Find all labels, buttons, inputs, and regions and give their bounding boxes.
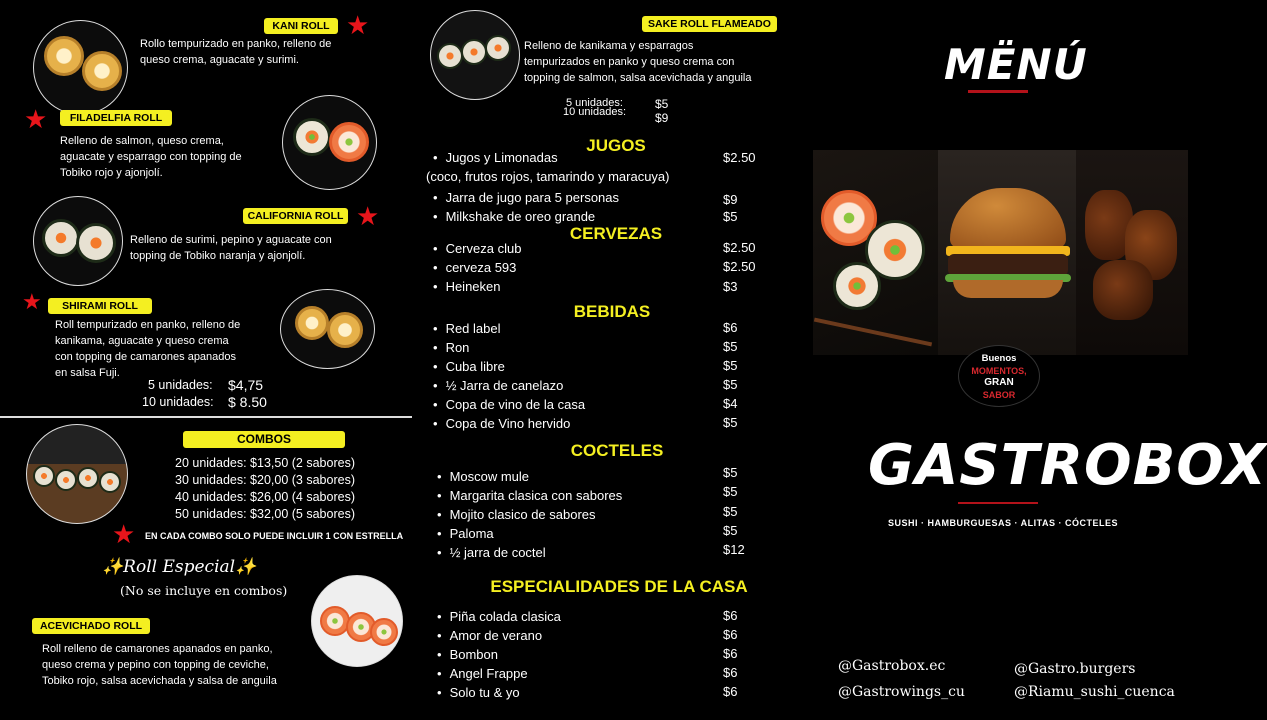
shirami-price-5-label: 5 unidades:	[148, 378, 213, 392]
menu-item-note: (coco, frutos rojos, tamarindo y maracuya)	[426, 169, 670, 184]
acevichado-roll-title: ACEVICHADO ROLL	[32, 618, 150, 634]
combo-line-50: 50 unidades: $32,00 (5 sabores)	[175, 507, 355, 521]
menu-item-price: $5	[723, 484, 738, 499]
brand-name: GASTROBOX	[868, 433, 1267, 498]
sake-desc-1: Relleno de kanikama y esparragos	[524, 40, 694, 52]
shirami-desc-2: kanikama, aguacate y queso crema	[55, 335, 229, 347]
badge-line-4: SABOR	[982, 390, 1016, 400]
filadelfia-desc-2: aguacate y esparrago con topping de	[60, 151, 242, 163]
food-photo	[813, 150, 1188, 355]
menu-item: • Solo tu & yo	[437, 683, 520, 702]
shirami-price-10-label: 10 unidades:	[142, 395, 214, 409]
combo-line-30: 30 unidades: $20,00 (3 sabores)	[175, 473, 355, 487]
menu-item: • Amor de verano	[437, 626, 542, 645]
sake-price-5: $5	[655, 97, 669, 111]
menu-item-price: $2.50	[723, 240, 756, 255]
menu-item: • ½ Jarra de canelazo	[433, 376, 563, 395]
california-desc-2: topping de Tobiko naranja y ajonjolí.	[130, 250, 306, 262]
acevichado-roll-photo	[311, 575, 403, 667]
shirami-roll-title: SHIRAMI ROLL	[48, 298, 152, 314]
roll-especial-title: ✨Roll Especial✨	[102, 557, 257, 577]
filadelfia-roll-photo	[282, 95, 377, 190]
acevichado-desc-1: Roll relleno de camarones apanados en panko,	[42, 643, 273, 655]
menu-item: • Cerveza club	[433, 239, 521, 258]
menu-item-price: $6	[723, 627, 738, 642]
menu-item: • Heineken	[433, 277, 501, 296]
filadelfia-desc-1: Relleno de salmon, queso crema,	[60, 135, 224, 147]
menu-item-price: $5	[723, 523, 738, 538]
acevichado-desc-3: Tobiko rojo, salsa acevichada y salsa de anguila	[42, 675, 277, 687]
tagline: SUSHI · HAMBURGUESAS · ALITAS · CÓCTELES	[888, 518, 1119, 528]
filadelfia-desc-3: Tobiko rojo y ajonjolí.	[60, 167, 163, 179]
menu-item-price: $5	[723, 339, 738, 354]
acevichado-desc-2: queso crema y pepino con topping de ceviche,	[42, 659, 269, 671]
badge-line-1: Buenos	[981, 353, 1017, 364]
sake-price-10-label: 10 unidades:	[563, 106, 626, 118]
section-divider	[0, 416, 412, 418]
shirami-desc-1: Roll tempurizado en panko, relleno de	[55, 319, 241, 331]
filadelfia-roll-title: FILADELFIA ROLL	[60, 110, 172, 126]
slogan-badge	[958, 345, 1040, 407]
menu-item-price: $4	[723, 396, 738, 411]
menu-item-price: $3	[723, 279, 738, 294]
kani-roll-desc-1: Rollo tempurizado en panko, relleno de	[140, 38, 332, 50]
badge-line-3: GRAN	[984, 377, 1014, 388]
california-desc-1: Relleno de surimi, pepino y aguacate con	[130, 234, 332, 246]
menu-item: • Copa de Vino hervido	[433, 414, 570, 433]
menu-item: • Jugos y Limonadas	[433, 148, 558, 167]
menu-item-price: $2.50	[723, 259, 756, 274]
star-icon: ★	[112, 519, 136, 549]
menu-title-underline	[968, 90, 1028, 93]
combo-line-40: 40 unidades: $26,00 (4 sabores)	[175, 490, 355, 504]
menu-item: • Bombon	[437, 645, 498, 664]
menu-item: • Jarra de jugo para 5 personas	[433, 188, 619, 207]
menu-item-price: $5	[723, 465, 738, 480]
california-roll-photo	[33, 196, 123, 286]
bebidas-title: BEBIDAS	[573, 302, 651, 321]
menu-item: • Mojito clasico de sabores	[437, 505, 596, 524]
combo-line-20: 20 unidades: $13,50 (2 sabores)	[175, 456, 355, 470]
shirami-roll-photo	[280, 289, 375, 369]
menu-item-price: $12	[723, 542, 745, 557]
shirami-desc-3: con topping de camarones apanados	[55, 351, 237, 363]
roll-especial-subtitle: (No se incluye en combos)	[120, 583, 288, 598]
combos-photo	[26, 424, 128, 524]
instagram-handle: @Riamu_sushi_cuenca	[1014, 684, 1175, 700]
jugos-title: JUGOS	[586, 136, 646, 155]
menu-item-price: $5	[723, 209, 738, 224]
menu-item: • Milkshake de oreo grande	[433, 207, 595, 226]
badge-line-2: MOMENTOS,	[971, 366, 1027, 376]
kani-roll-desc-2: queso crema, aguacate y surimi.	[140, 54, 299, 66]
sake-roll-title: SAKE ROLL FLAMEADO	[642, 16, 777, 32]
combos-note: EN CADA COMBO SOLO PUEDE INCLUIR 1 CON ESTRELLA	[145, 531, 404, 541]
menu-item: • cerveza 593	[433, 258, 516, 277]
menu-item-price: $2.50	[723, 150, 756, 165]
star-icon: ★	[356, 201, 380, 231]
menu-title: MËNÚ	[944, 40, 1088, 89]
cervezas-title: CERVEZAS	[569, 224, 663, 243]
instagram-handle: @Gastrobox.ec	[838, 658, 946, 674]
menu-item-price: $6	[723, 684, 738, 699]
menu-item-price: $6	[723, 665, 738, 680]
menu-item: • Paloma	[437, 524, 494, 543]
menu-item-price: $5	[723, 504, 738, 519]
brand-underline	[958, 502, 1038, 504]
menu-item-price: $6	[723, 608, 738, 623]
shirami-price-5: $4,75	[228, 377, 264, 393]
menu-item: • Moscow mule	[437, 467, 529, 486]
kani-roll-photo	[33, 20, 128, 115]
california-roll-title: CALIFORNIA ROLL	[243, 208, 348, 224]
sake-price-10: $9	[655, 111, 669, 125]
combos-title: COMBOS	[183, 431, 345, 448]
menu-item: • Angel Frappe	[437, 664, 528, 683]
star-icon: ★	[346, 10, 370, 40]
menu-item: • Copa de vino de la casa	[433, 395, 585, 414]
kani-roll-title: KANI ROLL	[264, 18, 338, 34]
menu-item-price: $6	[723, 646, 738, 661]
sake-desc-2: tempurizados en panko y queso crema con	[524, 56, 735, 68]
menu-item: • Cuba libre	[433, 357, 505, 376]
menu-item-price: $5	[723, 415, 738, 430]
instagram-handle: @Gastro.burgers	[1014, 661, 1136, 677]
instagram-handle: @Gastrowings_cu	[838, 684, 965, 700]
sake-price-5-label: 5 unidades:	[566, 97, 623, 109]
menu-item-price: $9	[723, 192, 738, 207]
menu-item: • ½ jarra de coctel	[437, 543, 546, 562]
shirami-desc-4: en salsa Fuji.	[55, 367, 120, 379]
menu-item-price: $5	[723, 358, 738, 373]
shirami-price-10: $ 8.50	[228, 394, 267, 410]
menu-item: • Ron	[433, 338, 469, 357]
menu-item-price: $6	[723, 320, 738, 335]
star-icon: ★	[24, 104, 48, 134]
especialidades-title: ESPECIALIDADES DE LA CASA	[490, 577, 748, 596]
sake-roll-photo	[430, 10, 520, 100]
star-icon: ★	[22, 289, 42, 314]
sake-desc-3: topping de salmon, salsa acevichada y anguila	[524, 72, 752, 84]
cocteles-title: COCTELES	[570, 441, 664, 460]
menu-item-price: $5	[723, 377, 738, 392]
menu-item: • Red label	[433, 319, 501, 338]
menu-item: • Margarita clasica con sabores	[437, 486, 622, 505]
menu-item: • Piña colada clasica	[437, 607, 561, 626]
